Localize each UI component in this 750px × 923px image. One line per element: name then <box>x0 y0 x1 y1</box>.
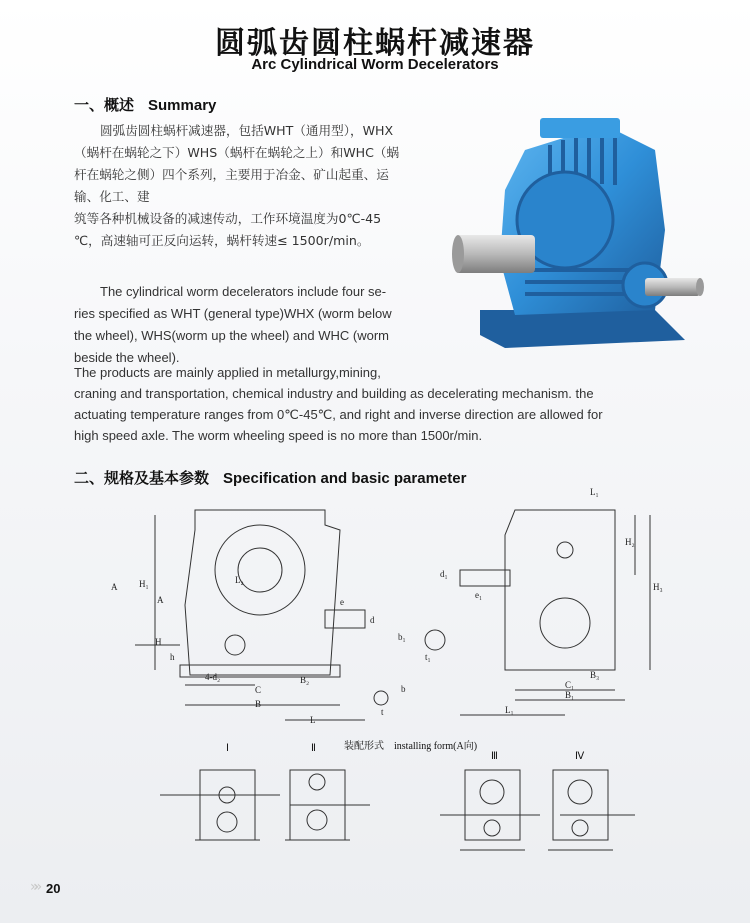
summary-en-line: actuating temperature ranges from 0℃-45℃, and right and inverse direction are allowed for <box>74 407 603 422</box>
dim-A: A <box>157 595 164 605</box>
dim-L1-top: L₁ <box>590 487 599 497</box>
dim-L1-bottom: L₁ <box>505 705 514 715</box>
page-number: 20 <box>46 881 61 896</box>
output-shaft <box>455 235 535 273</box>
summary-cn-line: 杆在蜗轮之侧）四个系列，主要用于冶金、矿山起重、运 <box>74 167 389 182</box>
summary-en-line: high speed axle. The worm wheeling speed is no more than 1500r/min. <box>74 428 483 443</box>
summary-heading-en: Summary <box>148 97 217 114</box>
summary-text-en <box>74 281 444 369</box>
page-arrow-icon: »» <box>30 879 38 895</box>
dim-C: C <box>255 685 262 695</box>
page-title-cn: 圆弧齿圆柱蜗杆减速器 <box>215 26 535 61</box>
summary-cn-line: 输、化工、建 <box>74 189 150 204</box>
output-shaft-end <box>452 235 464 273</box>
dim-t: t <box>381 707 384 717</box>
dim-B: B <box>255 699 262 709</box>
form-label-1: Ⅰ <box>226 743 229 754</box>
spec-heading-en: Specification and basic parameter <box>223 470 467 487</box>
dim-B3: B₃ <box>590 670 600 680</box>
summary-cn-line: （蜗杆在蜗轮之下）WHS（蜗杆在蜗轮之上）和WHC（蜗 <box>74 145 400 160</box>
summary-text-cn <box>74 120 446 252</box>
shaft-sections <box>374 630 445 705</box>
dim-t1: t₁ <box>425 652 431 662</box>
side-view <box>460 510 650 715</box>
summary-cn-line: 圆弧齿圆柱蜗杆减速器，包括WHT（通用型），WHX <box>100 123 394 138</box>
dim-L: L <box>310 715 316 725</box>
dim-h: h <box>170 652 175 662</box>
dim-d1: d₁ <box>440 569 448 579</box>
dimension-labels <box>111 487 663 725</box>
dim-L2: L₂ <box>235 575 244 585</box>
spec-heading <box>74 467 466 488</box>
dim-d: d <box>370 615 375 625</box>
dim-B1: B₁ <box>565 690 575 700</box>
worm-shaft <box>645 278 700 296</box>
dim-A-arrow: A <box>111 582 118 592</box>
dim-b1: b₁ <box>398 632 406 642</box>
dim-B2: B₂ <box>300 675 310 685</box>
summary-en-line: beside the wheel). <box>74 350 180 365</box>
dim-H1: H₁ <box>139 579 149 589</box>
reducer-base <box>480 310 685 348</box>
dim-H2: H₂ <box>625 537 635 547</box>
summary-cn-line: 筑等各种机械设备的减速传动，工作环境温度为0℃-45 <box>74 211 382 226</box>
summary-en-line: The cylindrical worm decelerators include four se- <box>100 284 387 299</box>
summary-heading-cn: 一、概述 <box>74 96 135 114</box>
summary-en-line: The products are mainly applied in metallurgy,mining, <box>74 365 381 380</box>
dim-H: H <box>155 637 162 647</box>
page-title-en: Arc Cylindrical Worm Decelerators <box>251 56 499 73</box>
dim-e1: e₁ <box>475 590 483 600</box>
form-label-2: Ⅱ <box>311 743 316 754</box>
installing-forms <box>160 760 640 865</box>
form-2 <box>285 770 370 840</box>
summary-en-line: craning and transportation, chemical industry and building as decelerating mechanism. the <box>74 386 594 401</box>
summary-text-en-applications <box>74 362 706 446</box>
dim-4-d2: 4-d₂ <box>205 672 221 682</box>
dim-b: b <box>401 684 406 694</box>
installing-form-caption: 装配形式 installing form(A向) <box>344 741 478 752</box>
worm-shaft-end <box>696 278 704 296</box>
form-label-3: Ⅲ <box>491 751 498 762</box>
spec-heading-cn: 二、规格及基本参数 <box>74 469 210 487</box>
front-view <box>135 510 365 720</box>
technical-drawing <box>95 487 695 735</box>
form-label-4: Ⅳ <box>575 751 585 762</box>
reducer-top-cover <box>540 118 620 138</box>
dim-e: e <box>340 597 344 607</box>
worm-reducer-illustration <box>455 110 710 370</box>
summary-heading <box>74 94 216 115</box>
summary-en-line: ries specified as WHT (general type)WHX (worm below <box>74 306 392 321</box>
form-3 <box>440 770 540 850</box>
form-1 <box>160 770 280 840</box>
form-4 <box>548 770 635 850</box>
summary-cn-line: ℃，高速轴可正反向运转，蜗杆转速≤ 1500r/min。 <box>74 233 370 248</box>
dim-C1: C₁ <box>565 680 575 690</box>
dim-H3: H₃ <box>653 582 663 592</box>
summary-en-line: the wheel), WHS(worm up the wheel) and WHC (worm <box>74 328 389 343</box>
